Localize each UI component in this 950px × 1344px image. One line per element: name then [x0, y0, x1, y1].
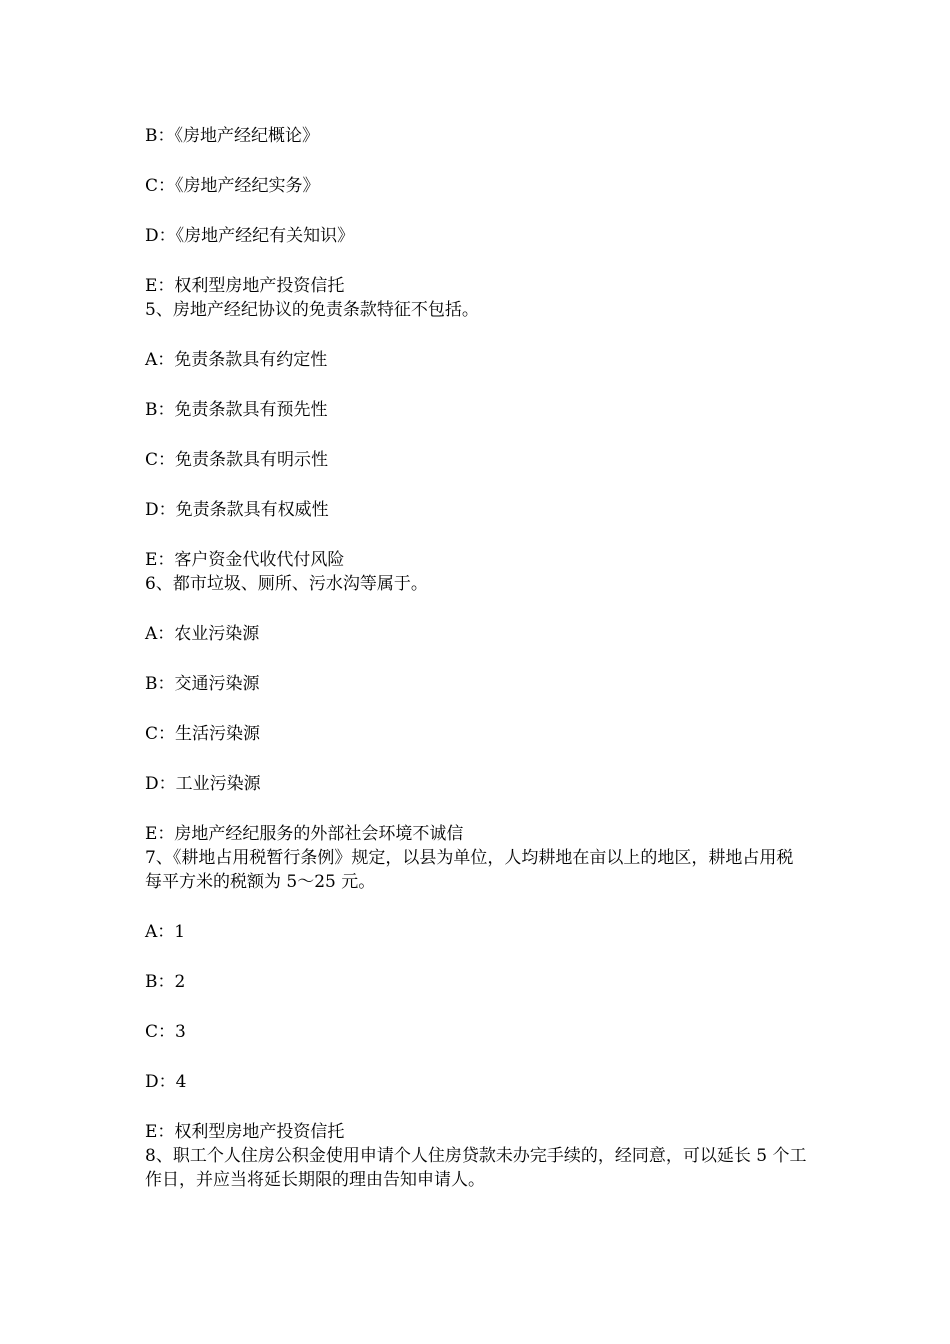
question-6-text: 6、都市垃圾、厕所、污水沟等属于。	[145, 574, 428, 594]
question-8-text: 8、职工个人住房公积金使用申请个人住房贷款未办完手续的，经同意，可以延长 5 个工作日，并应当将延长期限的理由告知申请人。	[145, 1146, 807, 1190]
option-b-text: B：交通污染源	[145, 674, 260, 694]
option-d-text: D：工业污染源	[145, 774, 261, 794]
question-7-text: 7、《耕地占用税暂行条例》规定，以县为单位，人均耕地在亩以上的地区，耕地占用税每平方米的税额为 5～25 元。	[145, 848, 794, 892]
option-d-text: D：4	[145, 1072, 187, 1092]
option-e-text: E：权利型房地产投资信托	[145, 276, 345, 296]
option-c-text: C：3	[145, 1022, 186, 1042]
option-a-text: A：免责条款具有约定性	[145, 350, 328, 370]
option-e-text: E：房地产经纪服务的外部社会环境不诚信	[145, 824, 464, 844]
option-d-text: D：免责条款具有权威性	[145, 500, 329, 520]
option-c-text: C：《房地产经纪实务》	[145, 176, 320, 196]
option-e-text: E：客户资金代收代付风险	[145, 550, 345, 570]
option-a-text: A：1	[145, 922, 186, 942]
question-5-text: 5、房地产经纪协议的免责条款特征不包括。	[145, 300, 479, 320]
option-c-text: C：免责条款具有明示性	[145, 450, 329, 470]
option-b-text: B：2	[145, 972, 186, 992]
option-e-text: E：权利型房地产投资信托	[145, 1122, 345, 1142]
option-b-text: B：《房地产经纪概论》	[145, 126, 319, 146]
option-d-text: D：《房地产经纪有关知识》	[145, 226, 355, 246]
option-a-text: A：农业污染源	[145, 624, 260, 644]
option-c-text: C：生活污染源	[145, 724, 261, 744]
option-b-text: B：免责条款具有预先性	[145, 400, 328, 420]
